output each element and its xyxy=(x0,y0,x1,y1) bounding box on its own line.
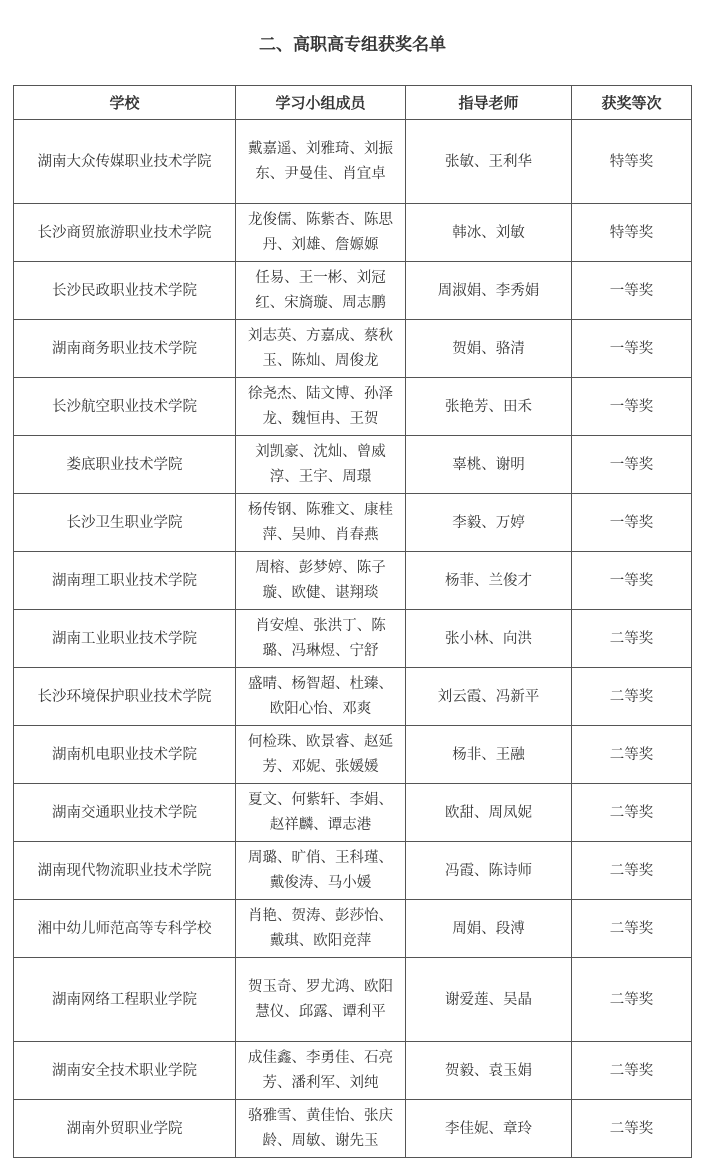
award-cell: 二等奖 xyxy=(572,900,692,958)
table-row xyxy=(14,262,692,320)
school-cell: 湖南大众传媒职业技术学院 xyxy=(14,120,236,204)
award-cell: 一等奖 xyxy=(572,436,692,494)
teachers-cell: 冯霞、陈诗师 xyxy=(406,842,572,900)
award-cell: 二等奖 xyxy=(572,1042,692,1100)
school-cell: 湖南现代物流职业技术学院 xyxy=(14,842,236,900)
teachers-cell: 周淑娟、李秀娟 xyxy=(406,262,572,320)
table-row xyxy=(14,668,692,726)
members-cell: 贺玉奇、罗尤鸿、欧阳慧仪、邱露、谭利平 xyxy=(236,958,406,1042)
award-cell: 二等奖 xyxy=(572,958,692,1042)
table-header-row xyxy=(14,86,692,120)
teachers-cell: 刘云霞、冯新平 xyxy=(406,668,572,726)
teachers-cell: 李佳妮、章玲 xyxy=(406,1100,572,1158)
members-cell: 周璐、旷俏、王科瑾、戴俊涛、马小媛 xyxy=(236,842,406,900)
awards-table xyxy=(13,85,692,1158)
teachers-cell: 张小林、向洪 xyxy=(406,610,572,668)
members-cell: 盛晴、杨智超、杜臻、欧阳心怡、邓爽 xyxy=(236,668,406,726)
members-cell: 徐尧杰、陆文博、孙泽龙、魏恒冉、王贺 xyxy=(236,378,406,436)
school-cell: 湖南安全技术职业学院 xyxy=(14,1042,236,1100)
members-cell: 任易、王一彬、刘冠红、宋旖璇、周志鹏 xyxy=(236,262,406,320)
table-row xyxy=(14,204,692,262)
table-row xyxy=(14,1042,692,1100)
award-cell: 一等奖 xyxy=(572,262,692,320)
members-cell: 周榕、彭梦婷、陈子璇、欧健、谌翔琰 xyxy=(236,552,406,610)
teachers-cell: 周娟、段溥 xyxy=(406,900,572,958)
teachers-cell: 辜桃、谢明 xyxy=(406,436,572,494)
school-cell: 长沙航空职业技术学院 xyxy=(14,378,236,436)
award-cell: 特等奖 xyxy=(572,204,692,262)
table-row xyxy=(14,1100,692,1158)
school-cell: 长沙商贸旅游职业技术学院 xyxy=(14,204,236,262)
teachers-cell: 欧甜、周凤妮 xyxy=(406,784,572,842)
column-header-members: 学习小组成员 xyxy=(236,86,406,120)
members-cell: 刘凯豪、沈灿、曾威淳、王宇、周璟 xyxy=(236,436,406,494)
award-cell: 特等奖 xyxy=(572,120,692,204)
award-cell: 一等奖 xyxy=(572,494,692,552)
table-row xyxy=(14,436,692,494)
school-cell: 湖南机电职业技术学院 xyxy=(14,726,236,784)
table-row xyxy=(14,120,692,204)
column-header-teachers: 指导老师 xyxy=(406,86,572,120)
table-row xyxy=(14,842,692,900)
school-cell: 湖南外贸职业学院 xyxy=(14,1100,236,1158)
members-cell: 骆雅雪、黄佳怡、张庆龄、周敏、谢先玉 xyxy=(236,1100,406,1158)
column-header-school: 学校 xyxy=(14,86,236,120)
award-cell: 二等奖 xyxy=(572,726,692,784)
table-row xyxy=(14,784,692,842)
award-cell: 二等奖 xyxy=(572,842,692,900)
award-cell: 二等奖 xyxy=(572,668,692,726)
members-cell: 杨传钢、陈雅文、康桂萍、吴帅、肖春燕 xyxy=(236,494,406,552)
school-cell: 长沙卫生职业学院 xyxy=(14,494,236,552)
teachers-cell: 谢爱莲、吴晶 xyxy=(406,958,572,1042)
award-cell: 一等奖 xyxy=(572,320,692,378)
school-cell: 长沙环境保护职业技术学院 xyxy=(14,668,236,726)
teachers-cell: 张敏、王利华 xyxy=(406,120,572,204)
teachers-cell: 韩冰、刘敏 xyxy=(406,204,572,262)
table-row xyxy=(14,320,692,378)
award-cell: 二等奖 xyxy=(572,610,692,668)
table-row xyxy=(14,610,692,668)
members-cell: 夏文、何紫轩、李娟、赵祥麟、谭志港 xyxy=(236,784,406,842)
members-cell: 刘志英、方嘉成、蔡秋玉、陈灿、周俊龙 xyxy=(236,320,406,378)
teachers-cell: 张艳芳、田禾 xyxy=(406,378,572,436)
members-cell: 何检珠、欧景睿、赵延芳、邓妮、张媛媛 xyxy=(236,726,406,784)
award-cell: 二等奖 xyxy=(572,784,692,842)
school-cell: 长沙民政职业技术学院 xyxy=(14,262,236,320)
school-cell: 娄底职业技术学院 xyxy=(14,436,236,494)
teachers-cell: 贺毅、袁玉娟 xyxy=(406,1042,572,1100)
school-cell: 湖南商务职业技术学院 xyxy=(14,320,236,378)
members-cell: 龙俊儒、陈紫杏、陈思丹、刘雄、詹嫄嫄 xyxy=(236,204,406,262)
school-cell: 湖南网络工程职业学院 xyxy=(14,958,236,1042)
school-cell: 湖南工业职业技术学院 xyxy=(14,610,236,668)
award-cell: 一等奖 xyxy=(572,378,692,436)
table-row xyxy=(14,494,692,552)
table-row xyxy=(14,378,692,436)
column-header-award: 获奖等次 xyxy=(572,86,692,120)
school-cell: 湖南理工职业技术学院 xyxy=(14,552,236,610)
table-row xyxy=(14,726,692,784)
teachers-cell: 杨非、王融 xyxy=(406,726,572,784)
page-title: 二、高职高专组获奖名单 xyxy=(259,35,446,55)
table-row xyxy=(14,958,692,1042)
award-cell: 二等奖 xyxy=(572,1100,692,1158)
members-cell: 成佳鑫、李勇佳、石亮芳、潘利军、刘纯 xyxy=(236,1042,406,1100)
school-cell: 湘中幼儿师范高等专科学校 xyxy=(14,900,236,958)
award-cell: 一等奖 xyxy=(572,552,692,610)
teachers-cell: 李毅、万婷 xyxy=(406,494,572,552)
members-cell: 肖艳、贺涛、彭莎怡、戴琪、欧阳竞萍 xyxy=(236,900,406,958)
table-row xyxy=(14,552,692,610)
teachers-cell: 杨菲、兰俊才 xyxy=(406,552,572,610)
table-row xyxy=(14,900,692,958)
members-cell: 戴嘉遥、刘雅琦、刘振东、尹曼佳、肖宜卓 xyxy=(236,120,406,204)
school-cell: 湖南交通职业技术学院 xyxy=(14,784,236,842)
members-cell: 肖安煌、张洪丁、陈璐、冯琳煜、宁舒 xyxy=(236,610,406,668)
teachers-cell: 贺娟、骆清 xyxy=(406,320,572,378)
